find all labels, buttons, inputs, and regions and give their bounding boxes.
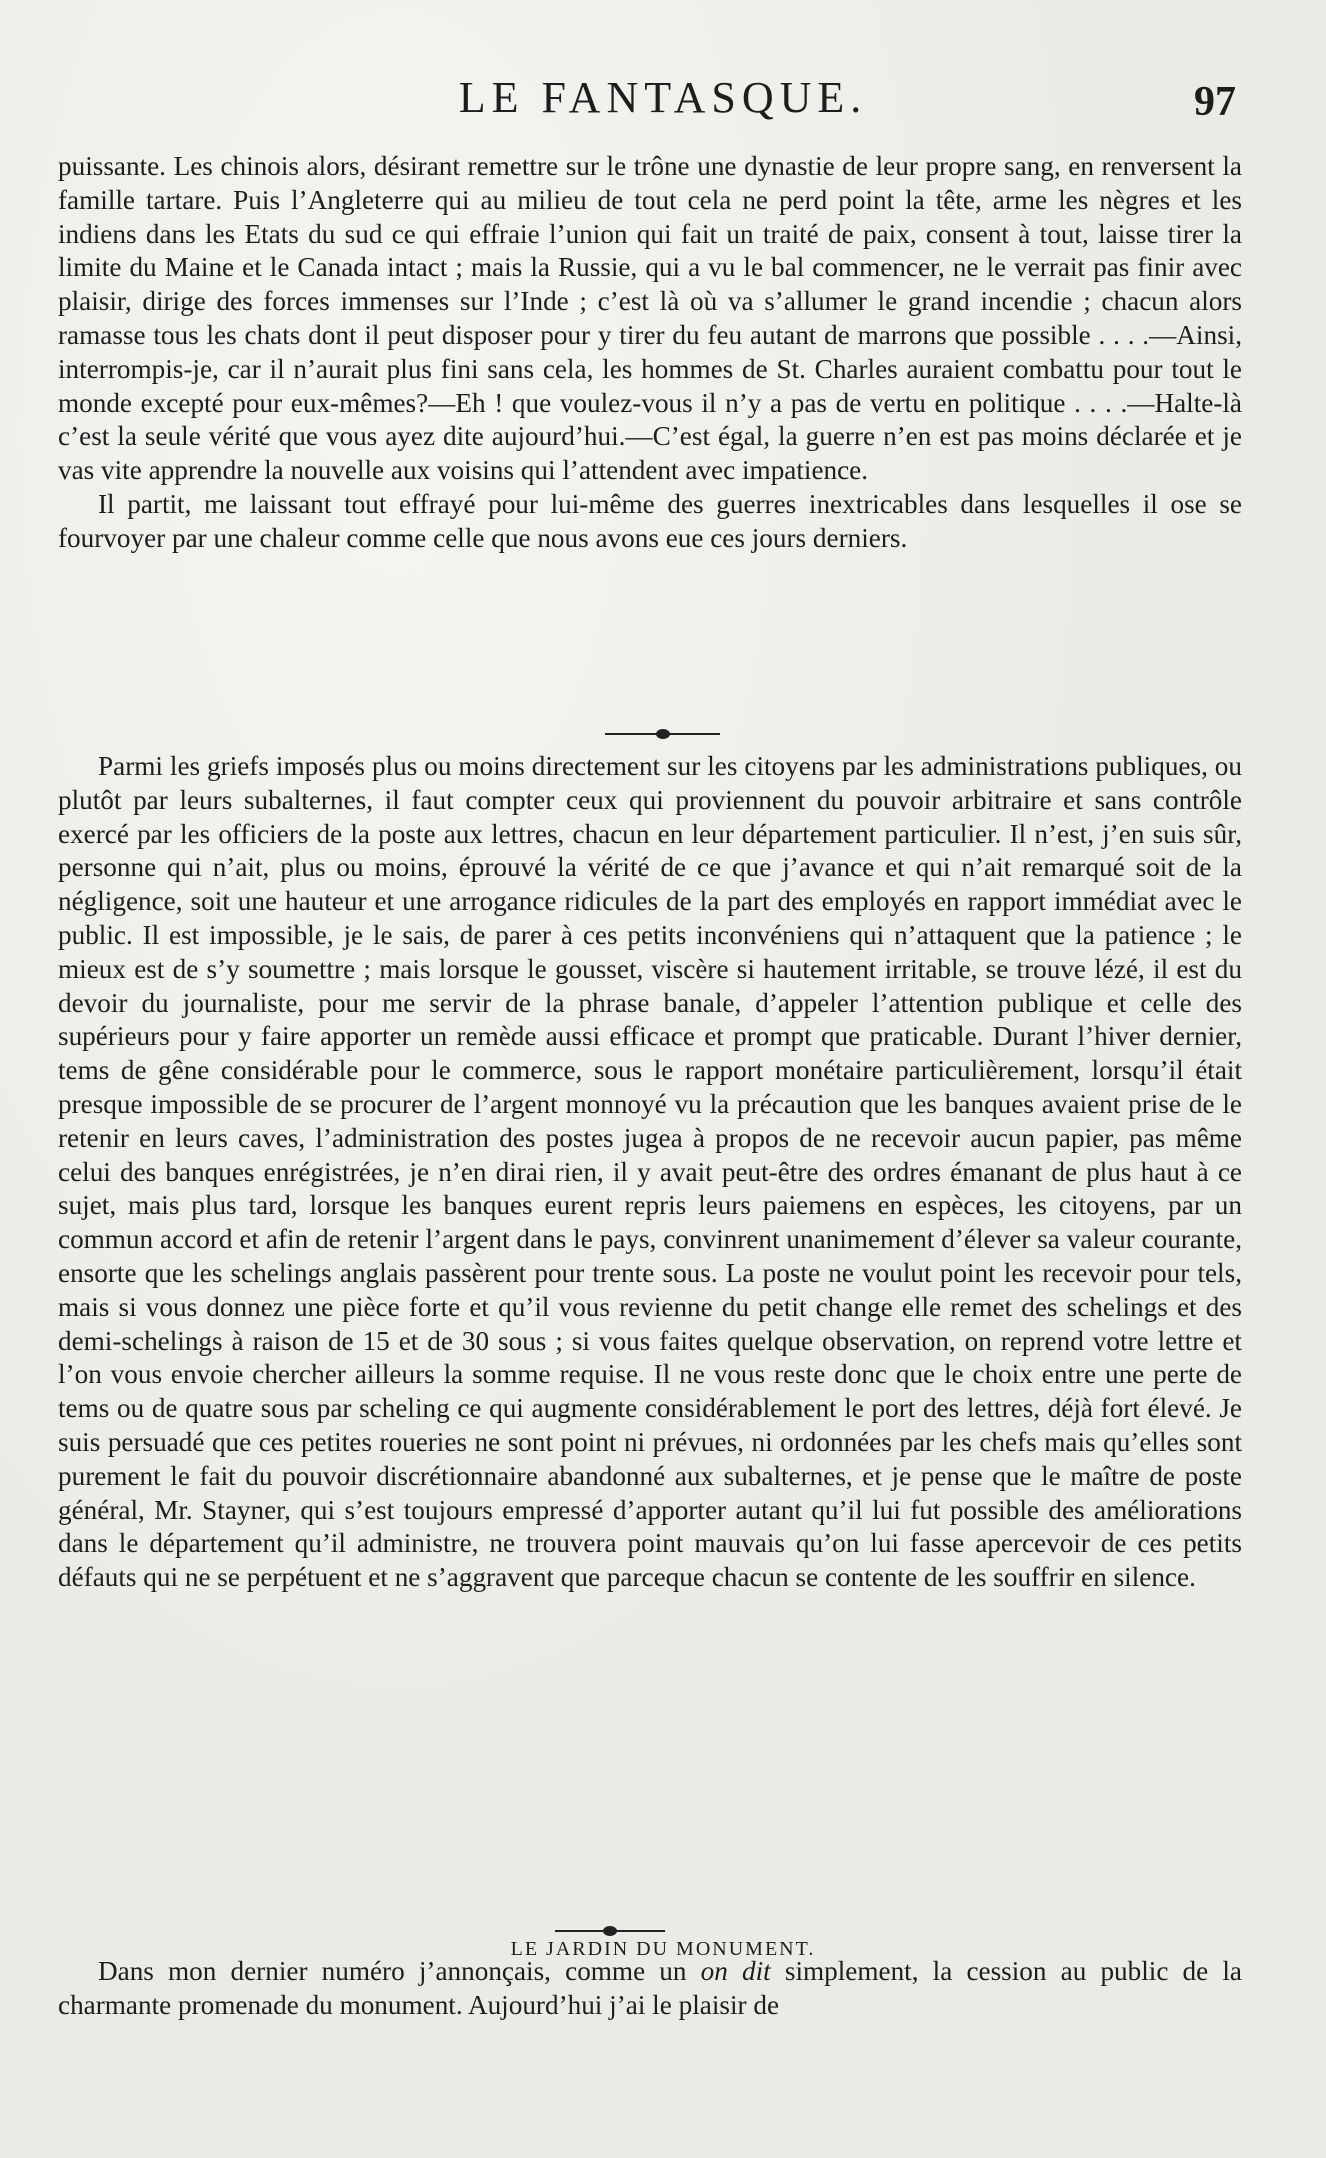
paragraph-text: simplement, la cession au public de la charmante promenade du monument. Aujourd’hui j’ai le plaisir de xyxy=(58,1956,1242,2020)
article-paragraph: Parmi les griefs imposés plus ou moins directement sur les citoyens par les administrations publiques, ou plutôt par leurs subalternes, il faut compter ceux qui proviennent du pouvoir arbitraire et sans contrôle exercé par les officiers de la poste aux lettres, chacun en leur département particulier. Il n’est, j’en suis sûr, personne qui n’ait, plus ou moins, éprouvé la vérité de ce que j’avance et qui n’ait remarqué soit de la négligence, soit une hauteur et une arrogance ridicules de la part des employés en rapport immédiat avec le public. Il est impossible, je le sais, de parer à ces petits inconvéniens qui n’attaquent que la patience ; le mieux est de s’y soumettre ; mais lorsque le gousset, viscère si hautement irritable, se trouve lézé, il est du devoir du journaliste, pour me servir de la phrase banale, d’appeler l’attention publique et celle des supérieurs pour y faire apporter un remède aussi efficace et prompt que praticable. Durant l’hiver dernier, tems de gêne considérable pour le commerce, sous le rapport monétaire particulièrement, lorsqu’il était presque impossible de se procurer de l’argent monnoyé vu la précaution que les banques avaient prise de le retenir en leurs caves, l’administration des postes jugea à propos de ne recevoir aucun papier, pas même celui des banques enrégistrées, je n’en dirai rien, il y avait peut-être des ordres émanant de plus haut à ce sujet, mais plus tard, lorsque les banques eurent repris leurs paiemens en espèces, les citoyens, par un commun accord et afin de retenir l’argent dans le pays, convinrent unanimement d’élever sa valeur courante, ensorte que les schelings anglais passèrent pour trente sous. La poste ne voulut point les recevoir pour tels, mais si vous donnez une pièce forte et qu’il vous revienne du petit change elle remet des schelings et des demi-schelings à raison de 15 et de 30 sous ; si vous faites quelque observation, on reprend votre lettre et l’on vous envoie chercher ailleurs la somme requise. Il ne vous reste donc que le choix entre une perte de tems ou de quatre sous par scheling ce qui augmente considérablement le port des lettres, déjà fort élevé. Je suis persuadé que ces petites roueries ne sont point ni prévues, ni ordonnées par les chefs mais qu’elles sont purement le fait du pouvoir discrétionnaire abandonné aux subalternes, et je pense que le maître de poste général, Mr. Stayner, qui s’est toujours empressé d’apporter autant qu’il lui fut possible des améliorations dans le département qu’il administre, ne trouvera point mauvais qu’on lui fasse apercevoir de ces petits défauts qui ne se perpétuent et ne s’aggravent que parceque chacun se contente de les souffrir en silence. xyxy=(58,751,1242,1593)
article-jardin-du-monument xyxy=(58,1955,1242,2023)
running-title: LE FANTASQUE. xyxy=(458,73,868,122)
article-paragraph: Il partit, me laissant tout effrayé pour lui-même des guerres inextricables dans lesquelles il ose se fourvoyer par une chaleur comme celle que nous avons eue ces jours derniers. xyxy=(58,488,1242,553)
page-number: 97 xyxy=(1194,79,1236,125)
article-paragraph xyxy=(58,1955,1242,2023)
divider-ornament xyxy=(656,729,670,739)
article-paragraph: puissante. Les chinois alors, désirant remettre sur le trône une dynastie de leur propre sang, en renversent la famille tartare. Puis l’Angleterre qui au milieu de tout cela ne perd point la tête, arme les nègres et les indiens dans les Etats du sud ce qui effraie l’union qui fait un traité de paix, consent à tout, laisse tirer la limite du Maine et le Canada intact ; mais la Russie, qui a vu le bal commencer, ne le verrait pas finir avec plaisir, dirige des forces immenses sur l’Inde ; c’est là où va s’allumer le grand incendie ; chacun alors ramasse tous les chats dont il peut disposer pour y tirer du feu autant de marrons que possible . . . .—Ainsi, interrompis-je, car il n’aurait plus fini sans cela, les hommes de St. Charles auraient combattu pour tout le monde excepté pour eux-mêmes?—Eh ! que voulez-vous il n’y a pas de vertu en politique . . . .—Halte-là c’est la seule vérité que vous ayez dite aujourd’hui.—C’est égal, la guerre n’en est pas moins déclarée et je vas vite apprendre la nouvelle aux voisins qui l’attendent avec impatience. xyxy=(58,151,1242,486)
section-divider xyxy=(605,733,720,735)
page-header xyxy=(60,72,1266,132)
article-postal-grievances xyxy=(58,750,1242,1595)
italic-phrase: on dit xyxy=(700,1956,771,1986)
paragraph-text: Dans mon dernier numéro j’annonçais, comme un xyxy=(98,1956,701,1986)
section-divider xyxy=(555,1930,665,1932)
article-war-continuation xyxy=(58,150,1242,556)
divider-ornament xyxy=(603,1926,617,1936)
section-heading: LE JARDIN DU MONUMENT. xyxy=(510,1938,816,1960)
